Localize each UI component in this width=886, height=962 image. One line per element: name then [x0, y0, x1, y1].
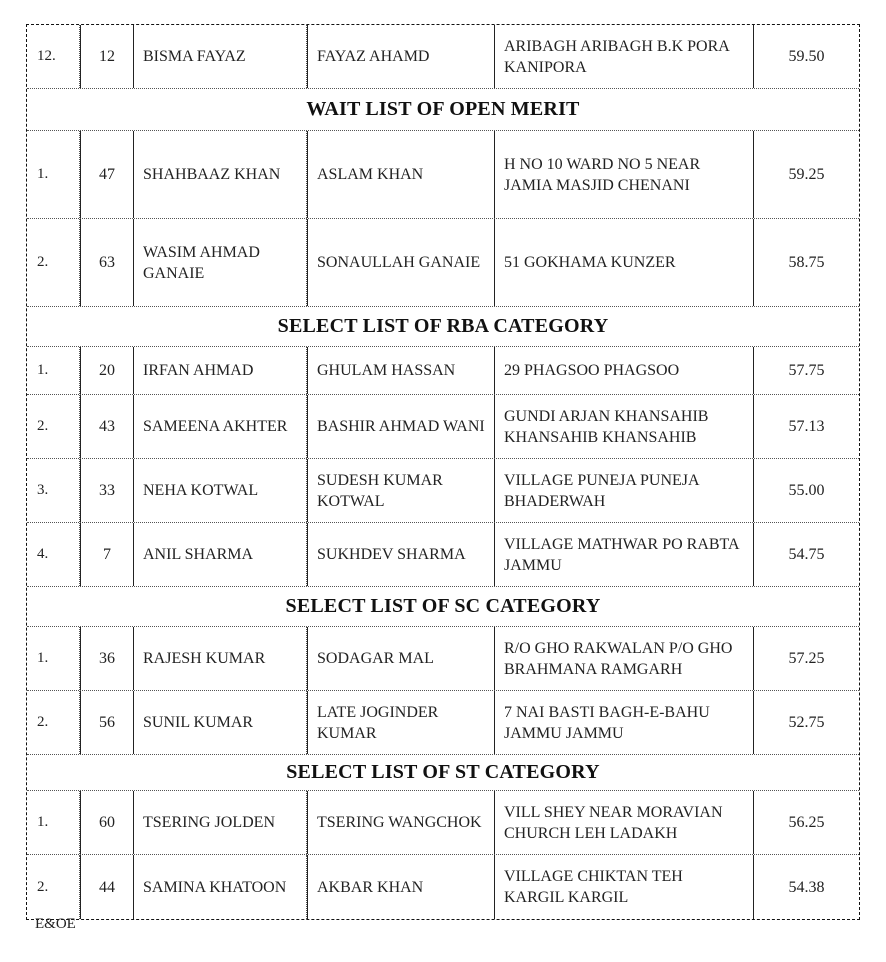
- parent-name-cell: SUKHDEV SHARMA: [307, 523, 495, 586]
- table-row: [27, 627, 859, 691]
- serial-number-cell: 12.: [27, 25, 80, 88]
- table-row: [27, 219, 859, 307]
- score-cell: 52.75: [788, 714, 825, 731]
- candidate-name-cell: RAJESH KUMAR: [134, 627, 307, 690]
- score-cell: 57.25: [788, 650, 825, 667]
- serial-number-cell: 1.: [27, 627, 80, 690]
- candidate-name-cell: BISMA FAYAZ: [134, 25, 307, 88]
- serial-number-cell: 1.: [27, 347, 80, 394]
- address-cell: VILLAGE PUNEJA PUNEJA BHADERWAH: [495, 459, 754, 522]
- candidate-name-cell: SAMEENA AKHTER: [134, 395, 307, 458]
- address-cell: ARIBAGH ARIBAGH B.K PORA KANIPORA: [495, 25, 754, 88]
- section-heading-row: [27, 307, 859, 347]
- table-row: [27, 855, 859, 919]
- serial-number-cell: 3.: [27, 459, 80, 522]
- serial-number-cell: 1.: [27, 131, 80, 218]
- section-heading: WAIT LIST OF OPEN MERIT: [306, 98, 580, 120]
- candidate-name-cell: WASIM AHMAD GANAIE: [134, 219, 307, 306]
- address-cell: VILLAGE CHIKTAN TEH KARGIL KARGIL: [495, 855, 754, 919]
- roll-number-cell: 36: [80, 627, 134, 690]
- score-cell: 59.25: [788, 166, 825, 183]
- address-cell: VILLAGE MATHWAR PO RABTA JAMMU: [495, 523, 754, 586]
- score-cell: 55.00: [788, 482, 825, 499]
- parent-name-cell: LATE JOGINDER KUMAR: [307, 691, 495, 754]
- score-cell: 56.25: [788, 814, 825, 831]
- table-row: [27, 523, 859, 587]
- parent-name-cell: BASHIR AHMAD WANI: [307, 395, 495, 458]
- roll-number-cell: 44: [80, 855, 134, 919]
- parent-name-cell: GHULAM HASSAN: [307, 347, 495, 394]
- roll-number-cell: 12: [80, 25, 134, 88]
- candidate-name-cell: NEHA KOTWAL: [134, 459, 307, 522]
- parent-name-cell: SUDESH KUMAR KOTWAL: [307, 459, 495, 522]
- parent-name-cell: TSERING WANGCHOK: [307, 791, 495, 854]
- score-cell: 58.75: [788, 254, 825, 271]
- section-heading-row: [27, 89, 859, 131]
- footer-note: E&OE: [35, 916, 76, 932]
- address-cell: R/O GHO RAKWALAN P/O GHO BRAHMANA RAMGARH: [495, 627, 754, 690]
- serial-number-cell: 2.: [27, 395, 80, 458]
- serial-number-cell: 2.: [27, 219, 80, 306]
- table-row: [27, 25, 859, 89]
- section-heading: SELECT LIST OF SC CATEGORY: [285, 595, 601, 617]
- table-row: [27, 395, 859, 459]
- score-cell: 54.38: [788, 878, 825, 896]
- parent-name-cell: SODAGAR MAL: [307, 627, 495, 690]
- parent-name-cell: AKBAR KHAN: [307, 855, 495, 919]
- serial-number-cell: 1.: [27, 791, 80, 854]
- roll-number-cell: 47: [80, 131, 134, 218]
- score-cell: 57.75: [788, 362, 825, 379]
- section-heading-row: [27, 587, 859, 627]
- roll-number-cell: 20: [80, 347, 134, 394]
- serial-number-cell: 4.: [27, 523, 80, 586]
- parent-name-cell: FAYAZ AHAMD: [307, 25, 495, 88]
- address-cell: GUNDI ARJAN KHANSAHIB KHANSAHIB KHANSAHIB: [495, 395, 754, 458]
- roll-number-cell: 56: [80, 691, 134, 754]
- roll-number-cell: 7: [80, 523, 134, 586]
- address-cell: VILL SHEY NEAR MORAVIAN CHURCH LEH LADAKH: [495, 791, 754, 854]
- table-row: [27, 791, 859, 855]
- section-heading: SELECT LIST OF RBA CATEGORY: [277, 315, 609, 337]
- score-cell: 59.50: [788, 48, 825, 65]
- roll-number-cell: 63: [80, 219, 134, 306]
- table-row: [27, 131, 859, 219]
- address-cell: 7 NAI BASTI BAGH-E-BAHU JAMMU JAMMU: [495, 691, 754, 754]
- address-cell: H NO 10 WARD NO 5 NEAR JAMIA MASJID CHENANI: [495, 131, 754, 218]
- candidate-name-cell: IRFAN AHMAD: [134, 347, 307, 394]
- table-row: [27, 691, 859, 755]
- table-row: [27, 347, 859, 395]
- roll-number-cell: 60: [80, 791, 134, 854]
- merit-list-table: [26, 24, 860, 920]
- section-heading-row: [27, 755, 859, 791]
- serial-number-cell: 2.: [27, 691, 80, 754]
- candidate-name-cell: ANIL SHARMA: [134, 523, 307, 586]
- candidate-name-cell: SHAHBAAZ KHAN: [134, 131, 307, 218]
- roll-number-cell: 33: [80, 459, 134, 522]
- section-heading: SELECT LIST OF ST CATEGORY: [286, 761, 600, 783]
- parent-name-cell: ASLAM KHAN: [307, 131, 495, 218]
- address-cell: 29 PHAGSOO PHAGSOO: [495, 347, 754, 394]
- table-row: [27, 459, 859, 523]
- score-cell: 57.13: [788, 418, 825, 435]
- candidate-name-cell: SAMINA KHATOON: [134, 855, 307, 919]
- parent-name-cell: SONAULLAH GANAIE: [307, 219, 495, 306]
- roll-number-cell: 43: [80, 395, 134, 458]
- candidate-name-cell: SUNIL KUMAR: [134, 691, 307, 754]
- serial-number-cell: 2.: [27, 855, 80, 919]
- address-cell: 51 GOKHAMA KUNZER: [495, 219, 754, 306]
- candidate-name-cell: TSERING JOLDEN: [134, 791, 307, 854]
- score-cell: 54.75: [788, 546, 825, 563]
